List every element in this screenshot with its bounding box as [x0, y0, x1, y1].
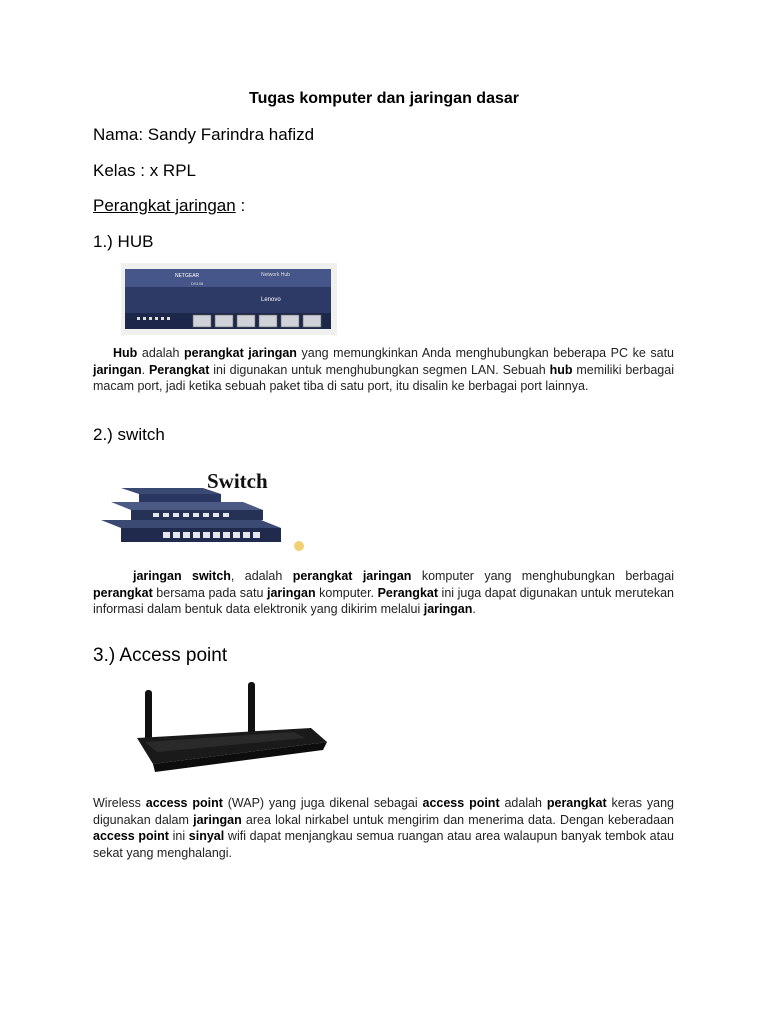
hub-maker-label: Lenovo	[261, 297, 281, 303]
text-run: komputer yang menghubungkan berbagai	[411, 569, 674, 583]
hub-description	[93, 345, 674, 395]
text-run: Wireless	[93, 796, 146, 810]
bold-term: perangkat	[93, 585, 153, 600]
bold-term: jaringan	[193, 812, 242, 827]
bold-term: access point	[422, 796, 500, 810]
student-class: Kelas : x RPL	[93, 161, 196, 180]
access-point-heading: 3.) Access point	[93, 645, 228, 666]
bold-term: jaringan	[423, 602, 473, 616]
bold-term: sinyal	[188, 829, 225, 843]
text-run: keras yang digunakan dalam	[93, 796, 674, 827]
switch-image-caption: Switch	[207, 469, 268, 493]
text-run: ini	[168, 829, 189, 843]
switch-description-text	[93, 569, 674, 616]
hub-model-label: DS108	[191, 281, 204, 286]
text-run: yang memungkinkan Anda menghubungkan beberapa PC ke satu	[296, 346, 675, 360]
text-run: bersama pada satu	[152, 585, 267, 600]
switch-image	[93, 458, 335, 558]
bold-term: access point	[93, 829, 169, 843]
bold-term: perangkat jaringan	[184, 346, 297, 360]
perangkat-heading: Perangkat jaringan	[93, 196, 236, 215]
document-title: Tugas komputer dan jaringan dasar	[249, 90, 519, 107]
text-run: (WAP) yang juga dikenal sebagai	[222, 796, 423, 810]
text-run: area lokal nirkabel untuk mengirim dan menerima data. Dengan keberadaan	[241, 812, 674, 827]
bold-term: Hub	[113, 346, 138, 360]
access-point-image	[93, 680, 355, 780]
bold-term: perangkat jaringan	[292, 569, 412, 583]
text-run: memiliki berbagai macam port, jadi ketika sebuah paket tiba di satu port, itu disalin ke berbagai port lainnya.	[93, 362, 674, 393]
switch-heading: 2.) switch	[93, 425, 165, 444]
access-point-description-text	[93, 796, 674, 860]
bold-term: jaringan	[266, 585, 316, 600]
text-run: .	[472, 602, 476, 616]
hub-heading: 1.) HUB	[93, 232, 154, 251]
hub-image	[121, 263, 337, 335]
text-run: , adalah	[230, 569, 293, 583]
bold-term: jaringan	[93, 362, 142, 377]
text-run: adalah	[499, 796, 547, 810]
student-name: Nama: Sandy Farindra hafizd	[93, 125, 315, 144]
bold-term: perangkat	[546, 796, 607, 810]
access-point-description	[93, 795, 674, 861]
text-run: wifi dapat menjangkau semua ruangan atau area walaupun banyak tembok atau sekat yang menghalangi.	[93, 829, 674, 860]
bold-term: Perangkat	[377, 585, 439, 600]
bold-term: access point	[145, 796, 223, 810]
text-run: .	[141, 362, 149, 377]
text-run: adalah	[137, 346, 184, 360]
section-intro	[93, 196, 245, 216]
switch-description	[93, 568, 674, 618]
bold-term: hub	[549, 362, 573, 377]
text-run: ini juga dapat digunakan untuk merutekan informasi dalam bentuk data elektronik yang dikirim melalui	[93, 585, 674, 616]
bold-term: Perangkat	[148, 362, 210, 377]
text-run: ini digunakan untuk menghubungkan segmen LAN. Sebuah	[209, 362, 550, 377]
bold-term: jaringan switch	[133, 569, 231, 583]
perangkat-colon: :	[235, 196, 246, 215]
hub-type-label: Network Hub	[261, 272, 290, 278]
hub-description-text	[93, 346, 674, 393]
text-run: komputer.	[315, 585, 378, 600]
hub-brand-label: NETGEAR	[175, 273, 200, 279]
